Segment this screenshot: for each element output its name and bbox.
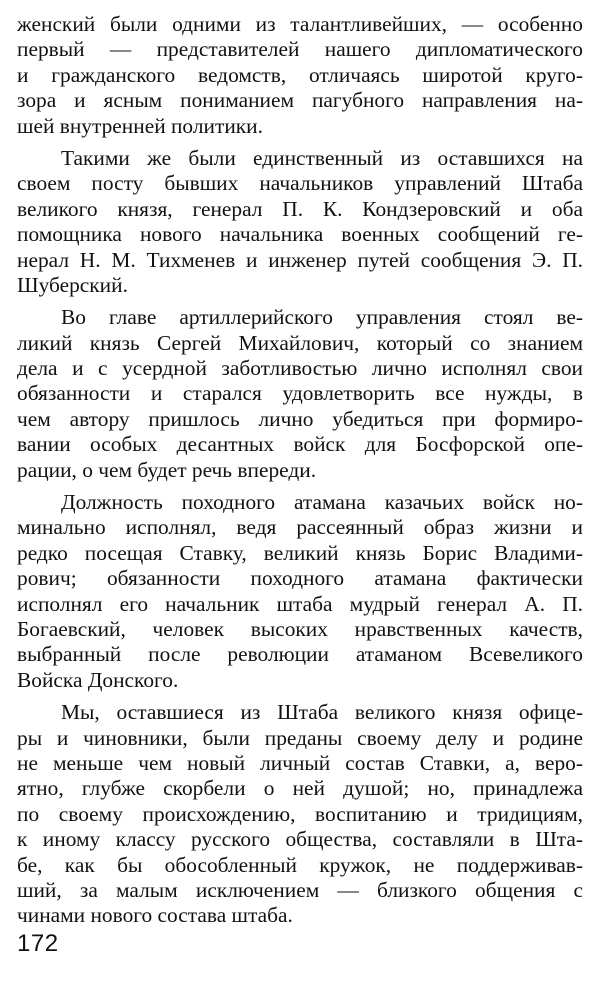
text-line: дела и с усердной заботливостью лично исполнял свои [17,356,583,381]
text-line: вании особых десантных войск для Босфорской опе- [17,432,583,457]
text-line: великого князя, генерал П. К. Кондзеровский и оба [17,196,583,221]
text-line: не меньше чем новый личный состав Ставки, а, веро- [17,750,583,775]
text-line: рации, о чем будет речь впереди. [17,457,317,482]
text-line: своем посту бывших начальников управлений Штаба [17,171,583,196]
text-line: ший, за малым исключением — близкого общения с [17,877,583,902]
text-line: чинами нового состава штаба. [17,903,293,928]
text-line: нерал Н. М. Тихменев и инженер путей сообщения Э. П. [17,247,583,272]
text-line: чем автору пришлось лично убедиться при формиро- [17,406,583,431]
text-line: ятно, глубже скорбели о ней душой; но, принадлежа [17,776,583,801]
text-line: и гражданского ведомств, отличаясь широтой круго- [17,62,583,87]
text-line: Войска Донского. [17,667,179,692]
text-line: ликий князь Сергей Михайлович, который со знанием [17,330,583,355]
paragraph-1 [17,12,583,139]
text-line: редко посещая Ставку, великий князь Борис Владими- [17,540,583,565]
text-line: шей внутренней политики. [17,113,263,138]
text-line: минально исполнял, ведя рассеянный образ жизни и [17,515,583,540]
text-line: по своему происхождению, воспитанию и тридициям, [17,801,583,826]
text-line: Шуберский. [17,272,128,297]
page-body [17,12,583,936]
text-line: обязанности и старался удовлетворить все нужды, в [17,381,583,406]
text-line: рович; обязанности походного атамана фактически [17,566,583,591]
text-line: первый — представителей нашего дипломатического [17,37,583,62]
text-line: Богаевский, человек высоких нравственных качеств, [17,616,583,641]
text-line: исполнял его начальник штаба мудрый генерал А. П. [17,591,583,616]
text-line: женский были одними из талантливейших, — особенно [17,12,583,36]
text-line: Во главе артиллерийского управления стоял ве- [61,305,583,330]
text-line: Должность походного атамана казачьих войск но- [61,490,583,515]
text-line: зора и ясным пониманием пагубного направления на- [17,88,583,113]
text-line: Такими же были единственный из оставшихся на [61,145,583,170]
text-line: выбранный после революции атаманом Всевеликого [17,642,583,667]
paragraph-4 [17,490,583,693]
page-number: 172 [17,930,59,957]
paragraph-2 [17,146,583,298]
text-line: помощника нового начальника военных сообщений ге- [17,222,583,247]
text-line: ры и чиновники, были преданы своему делу и родине [17,725,583,750]
paragraph-5 [17,700,583,929]
text-line: бе, как бы обособленный кружок, не поддерживав- [17,852,583,877]
text-line: Мы, оставшиеся из Штаба великого князя офице- [61,700,583,725]
text-line: к иному классу русского общества, составляли в Шта- [17,827,583,852]
paragraph-3 [17,305,583,483]
